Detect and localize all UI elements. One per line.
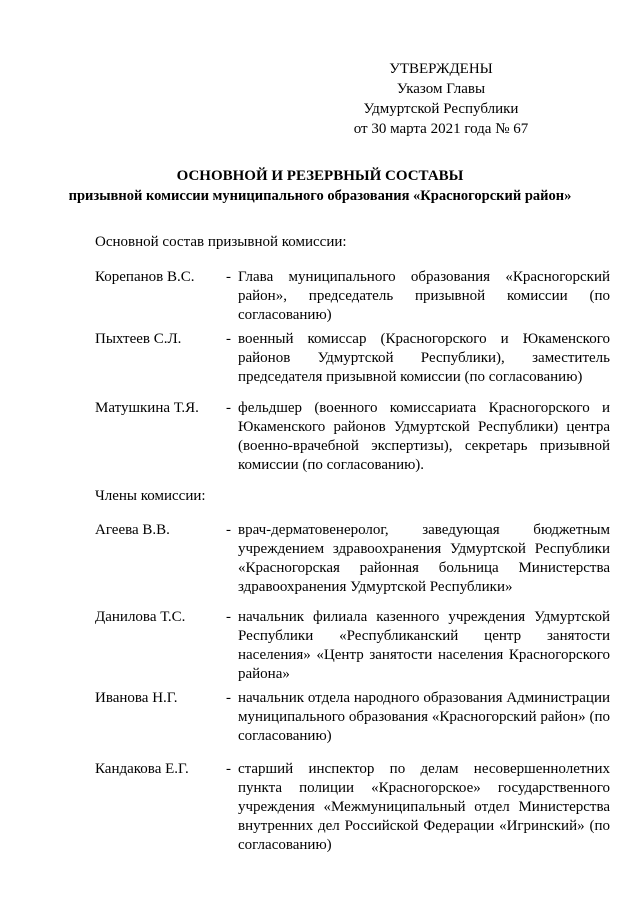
member-name: Иванова Н.Г. (95, 690, 178, 706)
member-role: начальник отдела народного образования Администрации муниципального образования «Красногорский район» (по согласованию) (238, 690, 610, 744)
member-name: Кандакова Е.Г. (95, 761, 189, 777)
member-role: начальник филиала казенного учреждения Удмуртской Республики «Республиканский центр занятости населения» «Центр занятости населения Красногорского района» (238, 609, 610, 682)
member-role: военный комиссар (Красногорского и Юкаменского районов Удмуртской Республики), заместитель председателя призывной комиссии (по согласованию) (238, 331, 610, 385)
member-name: Данилова Т.С. (95, 609, 186, 625)
approval-line-date: от 30 марта 2021 года № 67 (353, 121, 529, 137)
title-subtitle: призывной комиссии муниципального образования «Красногорский район» (68, 188, 572, 204)
dash: - (226, 761, 231, 777)
document-title (40, 166, 600, 206)
approval-stamp (321, 59, 561, 139)
member-name: Корепанов В.С. (95, 269, 195, 285)
member-role: фельдшер (военного комиссариата Красногорского и Юкаменского районов Удмуртской Республики) центра (военно-врачебной экспертизы), секретарь призывной комиссии (по согласованию). (238, 400, 610, 473)
member-name: Пыхтеев С.Л. (95, 331, 182, 347)
main-section-label: Основной состав призывной комиссии: (95, 234, 347, 250)
member-role: старший инспектор по делам несовершеннолетних пункта полиции «Красногорское» государственного учреждения «Межмуниципальный отдел Министерства внутренних дел Российской Федерации «Игринский» (по согласованию) (238, 761, 610, 853)
approval-line-approved: УТВЕРЖДЕНЫ (389, 61, 493, 77)
dash: - (226, 690, 231, 706)
dash: - (226, 400, 231, 416)
dash: - (226, 269, 231, 285)
approval-line-decree: Указом Главы (396, 81, 486, 97)
member-name: Агеева В.В. (95, 522, 170, 538)
title-main: ОСНОВНОЙ И РЕЗЕРВНЫЙ СОСТАВЫ (176, 168, 464, 184)
dash: - (226, 331, 231, 347)
dash: - (226, 609, 231, 625)
members-section-label: Члены комиссии: (95, 488, 206, 504)
approval-line-republic: Удмуртской Республики (363, 101, 519, 117)
member-name: Матушкина Т.Я. (95, 400, 199, 416)
member-role: врач-дерматовенеролог, заведующая бюджетным учреждением здравоохранения Удмуртской Республики «Красногорская районная больница Министерства здравоохранения Удмуртской Республики» (238, 522, 610, 595)
dash: - (226, 522, 231, 538)
member-role: Глава муниципального образования «Красногорский район», председатель призывной комиссии (по согласованию) (238, 269, 610, 323)
